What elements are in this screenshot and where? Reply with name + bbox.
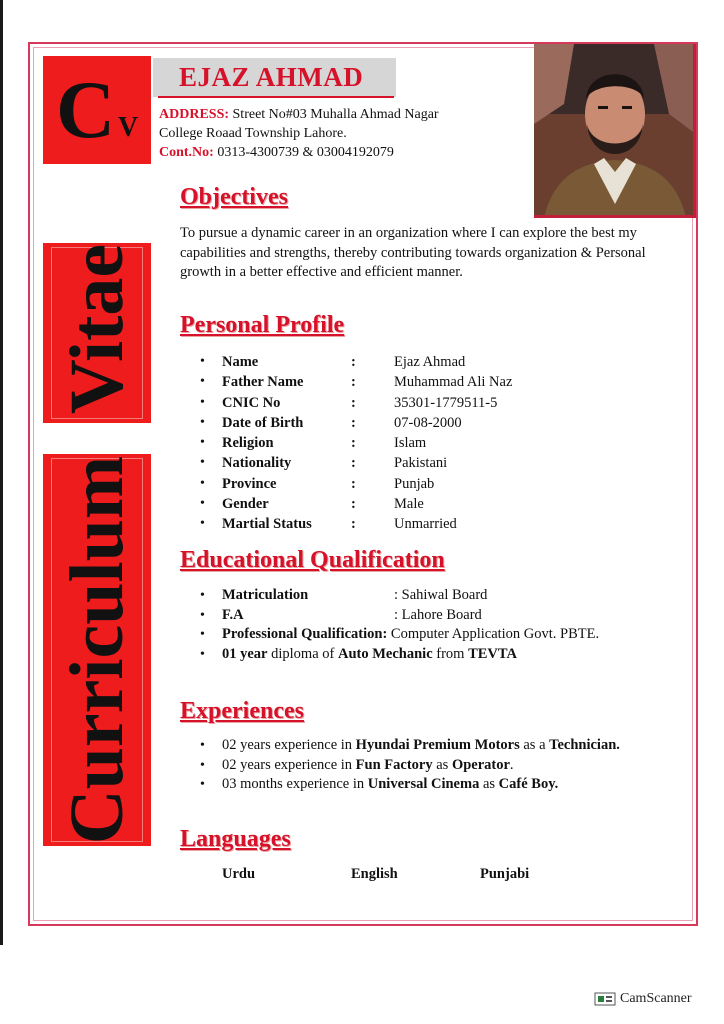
address-line-1: Street No#03 Muhalla Ahmad Nagar [229,107,439,122]
profile-value: Ejaz Ahmad [394,354,466,370]
languages-heading: Languages [180,826,291,852]
edu-diploma-text: diploma of [267,645,338,662]
profile-separator: : [351,435,356,452]
profile-key: Religion [222,435,274,452]
name-underline [158,96,394,98]
edu-fa-key: F.A [222,606,244,623]
list-item: • 02 years experience in Hyundai Premium Motors as a Technician. [200,737,620,753]
language-english: English [351,866,398,882]
side-word-vitae: Vitae [55,243,139,415]
contact-number: 0313-4300739 & 03004192079 [213,145,394,160]
camscanner-text: CamScanner [620,991,692,1006]
profile-separator: : [351,414,356,431]
education-heading: Educational Qualification [180,547,445,573]
profile-key: Name [222,354,259,370]
list-item: • F.A : Lahore Board [204,606,599,626]
profile-separator: : [351,475,356,492]
edu-fa-value: : Lahore Board [394,606,482,623]
profile-value: Pakistani [394,455,448,472]
list-item: • 01 year diploma of Auto Mechanic from TEVTA [200,645,517,662]
contact-block [159,105,519,162]
cv-letter-c: C [56,64,116,155]
profile-separator: : [351,354,356,370]
experiences-heading: Experiences [180,698,304,724]
edu-matric-value: : Sahiwal Board [394,587,488,603]
profile-value: Unmarried [394,516,457,533]
education-list [200,586,600,664]
profile-key: Gender [222,496,269,513]
profile-key: Province [222,475,277,492]
profile-value: Muhammad Ali Naz [394,374,513,391]
edu-prof-key: Professional Qualification: [222,626,388,642]
edu-diploma-from: from [432,645,469,662]
profile-value: 07-08-2000 [394,414,462,431]
experiences-list [200,736,620,795]
list-item: • Professional Qualification: Computer Application Govt. PBTE. [200,626,600,642]
profile-key: Nationality [222,455,292,472]
profile-value: Male [394,496,424,513]
edu-diploma-field: Auto Mechanic [337,645,433,662]
edu-diploma-duration: 01 year [222,645,268,662]
profile-separator: : [351,394,356,411]
profile-value: 35301-1779511-5 [394,394,498,411]
address-line-2: College Roaad Township Lahore. [159,126,347,141]
candidate-name: EJAZ AHMAD [179,62,364,92]
address-label: ADDRESS: [159,107,230,122]
edu-prof-value: Computer Application Govt. PBTE. [387,626,600,642]
camscanner-watermark [594,990,692,1008]
edu-matric-key: Matriculation [222,587,309,603]
camscanner-logo-icon [594,991,616,1007]
personal-profile-heading: Personal Profile [180,312,345,338]
profile-separator: : [351,374,356,391]
profile-value: Islam [394,435,427,452]
left-edge-rule [0,0,3,945]
list-item: • 02 years experience in Fun Factory as Operator. [200,756,514,773]
objectives-text: To pursue a dynamic career in an organization where I can explore the best my capabilities and strengths, thereby contributing towards organization & Personal growth in a better effective and efficient manner. [180,225,646,280]
side-word-curriculum: Curriculum [55,455,139,845]
profile-value: Punjab [394,475,435,492]
objectives-heading: Objectives [180,184,288,210]
list-item: • 03 months experience in Universal Cinema as Café Boy. [200,776,559,792]
contact-label: Cont.No: [159,145,214,160]
cv-letter-v: V [118,112,139,143]
profile-separator: : [351,496,356,513]
list-item: • Matriculation : Sahiwal Board [204,586,599,606]
profile-separator: : [351,455,356,472]
profile-key: Date of Birth [222,414,304,431]
language-urdu: Urdu [222,866,256,882]
profile-separator: : [351,516,356,533]
profile-key: Father Name [222,374,304,391]
language-punjabi: Punjabi [480,866,530,882]
edu-diploma-institute: TEVTA [468,645,517,662]
profile-key: Martial Status [222,516,312,533]
profile-key: CNIC No [222,394,281,411]
profile-photo [534,44,696,218]
